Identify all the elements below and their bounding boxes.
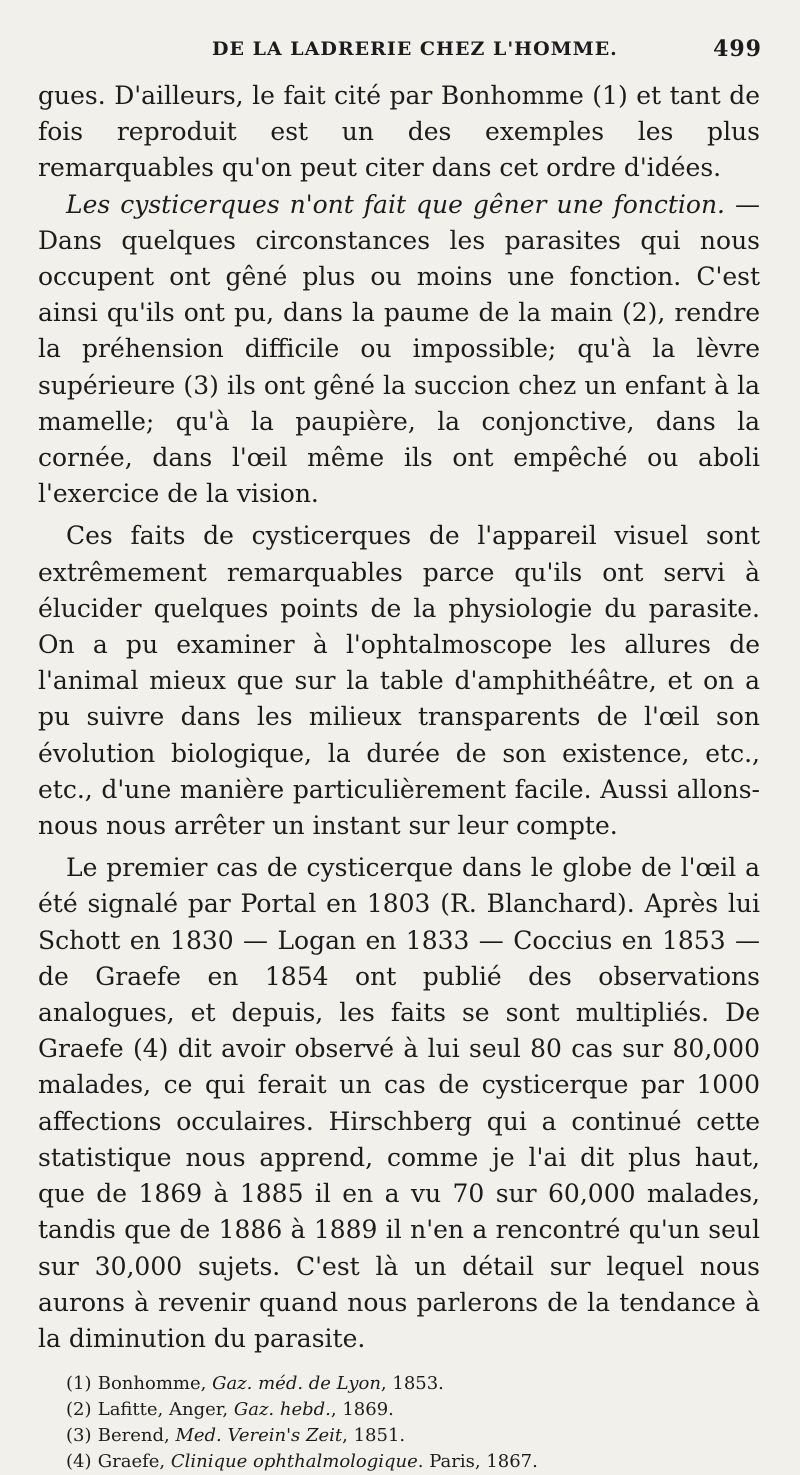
page-header: [38, 34, 760, 78]
section-heading: Les cysticerques n'ont fait que gêner une fonction.: [66, 189, 726, 219]
paragraph-cysticerques-fonction: [38, 187, 760, 513]
paragraph-continuation: [38, 78, 760, 187]
footnote-source: Gaz. hebd.: [233, 1399, 331, 1421]
footnotes: [38, 1371, 760, 1475]
footnote-text: , 1851.: [342, 1425, 406, 1447]
footnote-source: Gaz. méd. de Lyon: [212, 1373, 381, 1395]
page-number: 499: [713, 36, 762, 62]
footnote-text: , 1853.: [380, 1373, 444, 1395]
text-segment: — Dans quelques circonstances les parasites qui nous occupent ont gêné plus ou moins une fonction. C'est ainsi qu'ils ont pu, dans la paume de la main (2), rendre la préhension difficile ou impossible; qu'à la lèvre supérieure (3) ils ont gêné la succion chez un enfant à la mamelle; qu'à la paupière, la conjonctive, dans la cornée, dans l'œil même ils ont empêché ou aboli l'exercice de la vision.: [38, 189, 760, 509]
footnote-text: Graefe,: [97, 1451, 171, 1473]
running-title: DE LA LADRERIE CHEZ L'HOMME.: [212, 38, 618, 60]
paragraph-premier-cas: [38, 850, 760, 1357]
footnote: [66, 1397, 760, 1423]
body-text: [38, 78, 760, 1357]
book-page: [38, 34, 760, 1475]
footnote-source: Med. Verein's Zeit: [175, 1425, 343, 1447]
footnote-text: , 1869.: [330, 1399, 394, 1421]
footnote-number: (2): [66, 1399, 92, 1421]
footnote-text: . Paris, 1867.: [417, 1451, 538, 1473]
footnote-text: Bonhomme,: [97, 1373, 213, 1395]
paragraph-appareil-visuel: [38, 518, 760, 844]
footnote-number: (3): [66, 1425, 92, 1447]
footnote-number: (1): [66, 1373, 92, 1395]
footnote: [66, 1449, 760, 1475]
footnote-text: Berend,: [97, 1425, 176, 1447]
footnote-number: (4): [66, 1451, 92, 1473]
footnote-text: Lafitte, Anger,: [97, 1399, 234, 1421]
text-segment: Le premier cas de cysticerque dans le globe de l'œil a été signalé par Portal en 1803 (R. Blanchard). Après lui Schott en 1830 — Logan en 1833 — Coccius en 1853 — de Graefe en 1854 ont publié des observations analogues, et depuis, les faits se sont multipliés. De Graefe (4) dit avoir observé à lui seul 80 cas sur 80,000 malades, ce qui ferait un cas de cysticerque par 1000 affections occulaires. Hirschberg qui a continué cette statistique nous apprend, comme je l'ai dit plus haut, que de 1869 à 1885 il en a vu 70 sur 60,000 malades, tandis que de 1886 à 1889 il n'en a rencontré qu'un seul sur 30,000 sujets. C'est là un détail sur lequel nous aurons à revenir quand nous parlerons de la tendance à la diminution du parasite.: [38, 853, 760, 1353]
text-segment: Ces faits de cysticerques de l'appareil visuel sont extrêmement remarquables parce qu'ils ont servi à élucider quelques points de la physiologie du parasite. On a pu examiner à l'ophtalmoscope les allures de l'animal mieux que sur la table d'amphithéâtre, et on a pu suivre dans les milieux transparents de l'œil son évolution biologique, la durée de son existence, etc., etc., d'une manière particulièrement facile. Aussi allons-nous nous arrêter un instant sur leur compte.: [38, 521, 760, 841]
footnote-source: Clinique ophthalmologique: [170, 1451, 418, 1473]
footnote: [66, 1371, 760, 1397]
text-segment: gues. D'ailleurs, le fait cité par Bonhomme (1) et tant de fois reproduit est un des exemples les plus remarquables qu'on peut citer dans cet ordre d'idées.: [38, 81, 760, 183]
footnote: [66, 1423, 760, 1449]
